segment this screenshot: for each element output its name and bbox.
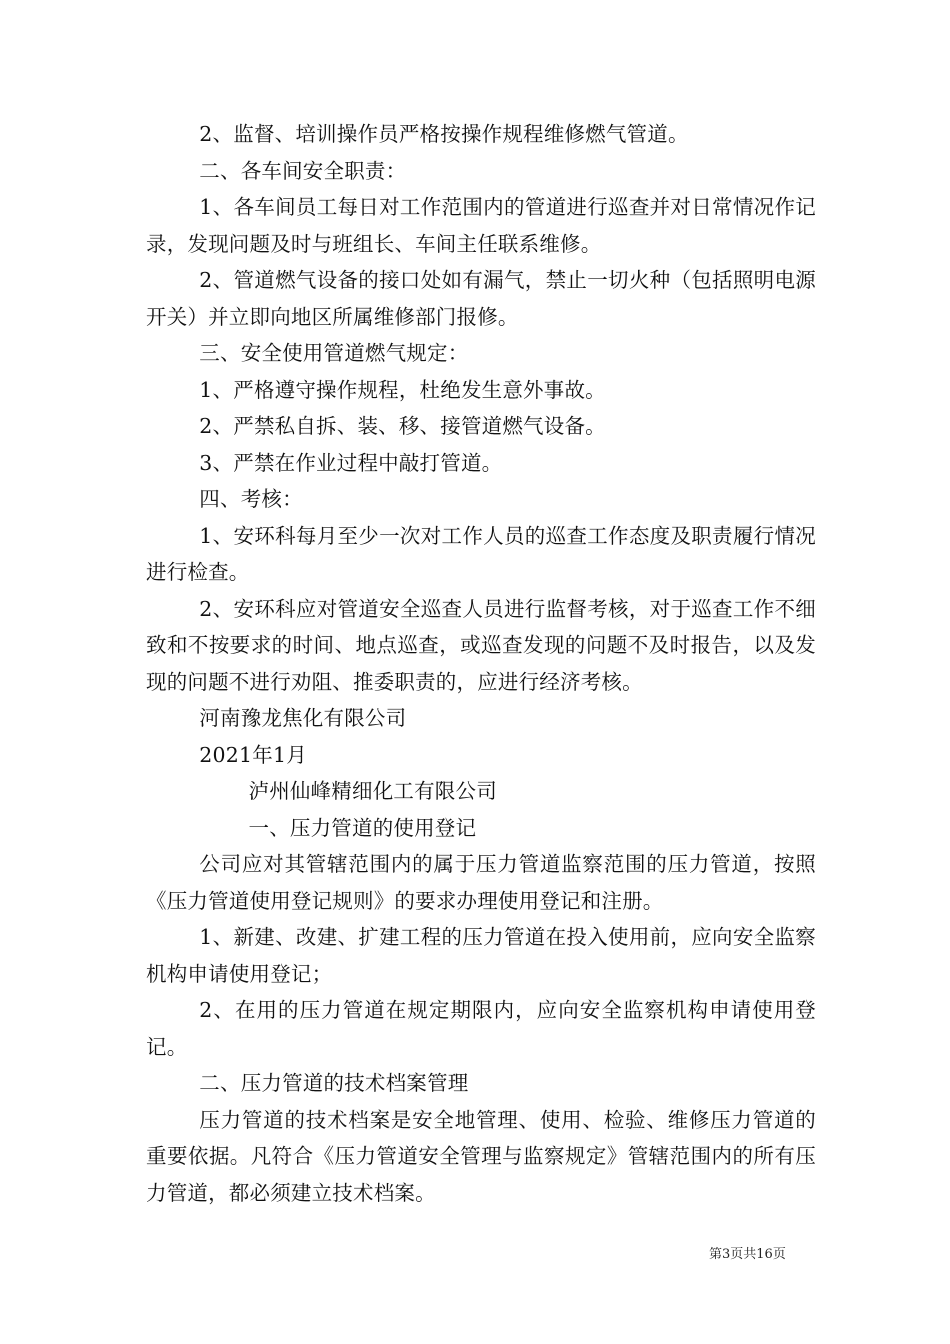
section-heading: 二、压力管道的技术档案管理 (199, 1071, 469, 1095)
signature-date: 2021年1月 (199, 742, 307, 767)
paragraph: 2、安环科应对管道安全巡查人员进行监督考核，对于巡查工作不细致和不按要求的时间、地点巡查，或巡查发现的问题不及时报告，以及发现的问题不进行劝阻、推委职责的，应进行经济考核。 (146, 596, 816, 694)
company-name: 泸州仙峰精细化工有限公司 (248, 779, 497, 803)
paragraph: 2、监督、培训操作员严格按操作规程维修燃气管道。 (199, 122, 689, 146)
paragraph: 1、严格遵守操作规程，杜绝发生意外事故。 (199, 377, 606, 402)
paragraph: 2、严禁私自拆、装、移、接管道燃气设备。 (199, 414, 606, 438)
section-heading: 一、压力管道的使用登记 (248, 815, 477, 840)
paragraph: 公司应对其管辖范围内的属于压力管道监察范围的压力管道，按照《压力管道使用登记规则》的要求办理使用登记和注册。 (146, 852, 816, 913)
paragraph: 3、严禁在作业过程中敲打管道。 (199, 450, 503, 475)
paragraph: 压力管道的技术档案是安全地管理、使用、检验、维修压力管道的重要依据。凡符合《压力管道安全管理与监察规定》管辖范围内的所有压力管道，都必须建立技术档案。 (146, 1107, 816, 1205)
paragraph: 1、安环科每月至少一次对工作人员的巡查工作态度及职责履行情况进行检查。 (146, 523, 816, 584)
paragraph: 2、在用的压力管道在规定期限内，应向安全监察机构申请使用登记。 (146, 998, 816, 1059)
paragraph: 1、新建、改建、扩建工程的压力管道在投入使用前，应向安全监察机构申请使用登记； (146, 925, 816, 986)
section-heading: 三、安全使用管道燃气规定： (199, 341, 469, 365)
section-heading: 二、各车间安全职责： (199, 158, 407, 183)
page-number-footer: 第3页共16页 (709, 1247, 786, 1262)
section-heading: 四、考核： (199, 487, 303, 511)
document-body (146, 116, 816, 1211)
paragraph: 2、管道燃气设备的接口处如有漏气，禁止一切火种（包括照明电源开关）并立即向地区所属维修部门报修。 (146, 268, 816, 329)
paragraph: 1、各车间员工每日对工作范围内的管道进行巡查并对日常情况作记录，发现问题及时与班组长、车间主任联系维修。 (146, 195, 816, 256)
company-signature: 河南豫龙焦化有限公司 (199, 706, 407, 730)
